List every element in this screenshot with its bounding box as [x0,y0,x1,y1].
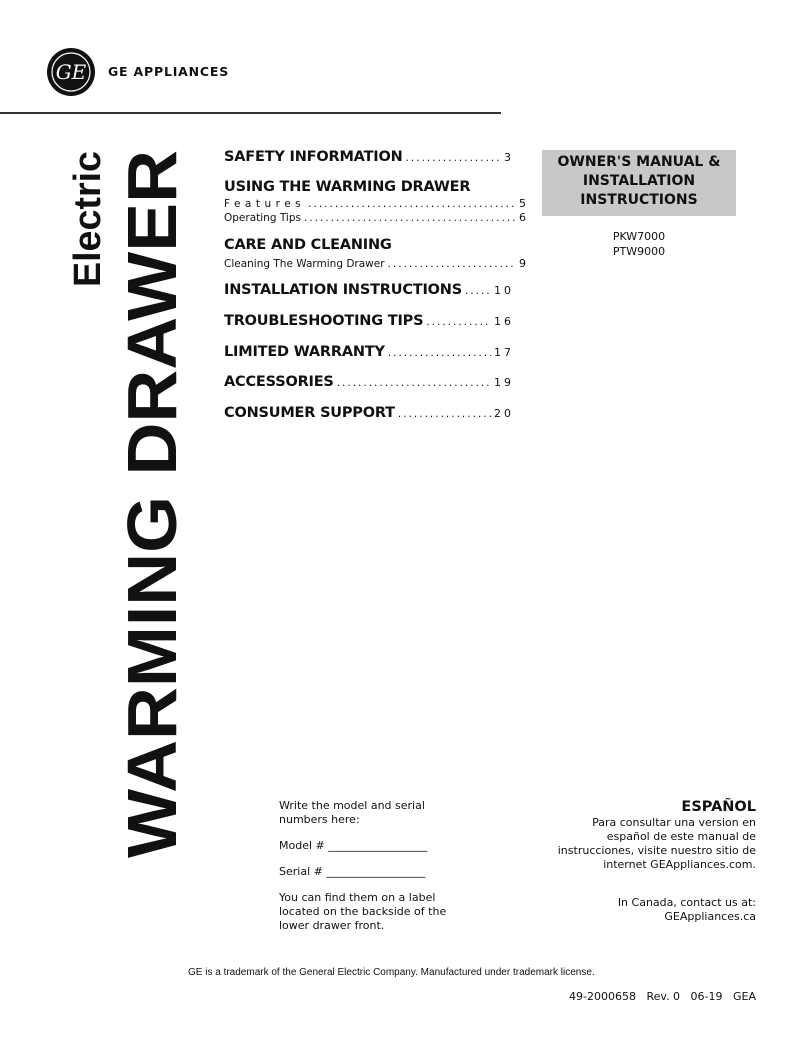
text-line: You can find them on a label [279,891,436,904]
toc-page-number: 10 [494,284,514,297]
toc-page-number: 5 [519,197,529,210]
toc-entry[interactable] [224,180,514,195]
text-line: lower drawer front. [279,919,385,932]
dot-leader [308,198,516,211]
model-field: Model # __________________ [279,839,428,852]
toc-label: SAFETY INFORMATION [224,150,403,165]
toc-label: CARE AND CLEANING [224,238,392,253]
toc-entry[interactable] [224,345,514,361]
text-line: español de este manual de [606,830,756,843]
manual-title-box [542,150,736,216]
dot-leader [388,258,516,271]
toc-page-number: 9 [519,257,529,270]
toc-entry[interactable] [224,283,514,299]
text-line: numbers here: [279,813,360,826]
toc-entry[interactable] [224,211,529,225]
toc-label: LIMITED WARRANTY [224,345,385,360]
manual-title-line: INSTALLATION [582,173,696,189]
dot-leader [465,284,491,299]
toc-page-number: 16 [494,315,514,328]
text-line: Write the model and serial [279,799,425,812]
toc-label: TROUBLESHOOTING TIPS [224,314,424,329]
toc-label: Operating Tips [224,212,301,224]
toc-entry[interactable] [224,375,514,391]
dot-leader [426,315,491,330]
model-number: PTW9000 [612,245,666,258]
dot-leader [398,407,491,422]
dot-leader [304,212,516,225]
canada-website[interactable]: GEAppliances.ca [664,910,756,923]
manual-title-line: INSTRUCTIONS [580,192,698,208]
toc-entry[interactable] [224,257,529,271]
toc-label: Cleaning The Warming Drawer [224,258,385,270]
text-line: located on the backside of the [279,905,447,918]
spine-title [0,0,200,900]
canada-contact: In Canada, contact us at: [617,896,756,909]
toc-entry[interactable] [224,238,514,253]
toc-label: ACCESSORIES [224,375,334,390]
toc-page-number: 3 [504,151,514,164]
brand-name: GE APPLIANCES [108,64,230,79]
model-number: PKW7000 [612,230,666,243]
toc-label: Features [224,198,306,210]
text-line: Para consultar una version en [592,816,756,829]
spine-main-title: WARMING DRAWER [113,181,191,858]
dot-leader [388,346,491,361]
toc-label: USING THE WARMING DRAWER [224,180,471,195]
manual-title-line: OWNER'S MANUAL & [557,154,721,170]
spine-subtitle: Electric [67,149,109,287]
toc-label: INSTALLATION INSTRUCTIONS [224,283,462,298]
text-line: internet GEAppliances.com. [603,858,756,871]
serial-field: Serial # __________________ [279,865,426,878]
toc-page-number: 6 [519,211,529,224]
toc-page-number: 20 [494,407,514,420]
toc-entry[interactable] [224,150,514,166]
dot-leader [337,376,491,391]
text-line: instrucciones, visite nuestro sitio de [557,844,756,857]
toc-page-number: 17 [494,346,514,359]
logo-text: GE [55,60,87,84]
dot-leader [406,151,501,166]
toc-page-number: 19 [494,376,514,389]
document-number: 49-2000658 Rev. 0 06-19 GEA [569,990,756,1003]
trademark-notice: GE is a trademark of the General Electric Company. Manufactured under trademark license. [188,967,595,978]
toc-entry[interactable] [224,406,514,422]
record-instructions [279,799,446,933]
spanish-section [558,798,756,924]
toc-entry[interactable] [224,197,529,211]
spanish-title: ESPAÑOL [681,799,756,815]
toc-entry[interactable] [224,314,514,330]
toc-label: CONSUMER SUPPORT [224,406,395,421]
